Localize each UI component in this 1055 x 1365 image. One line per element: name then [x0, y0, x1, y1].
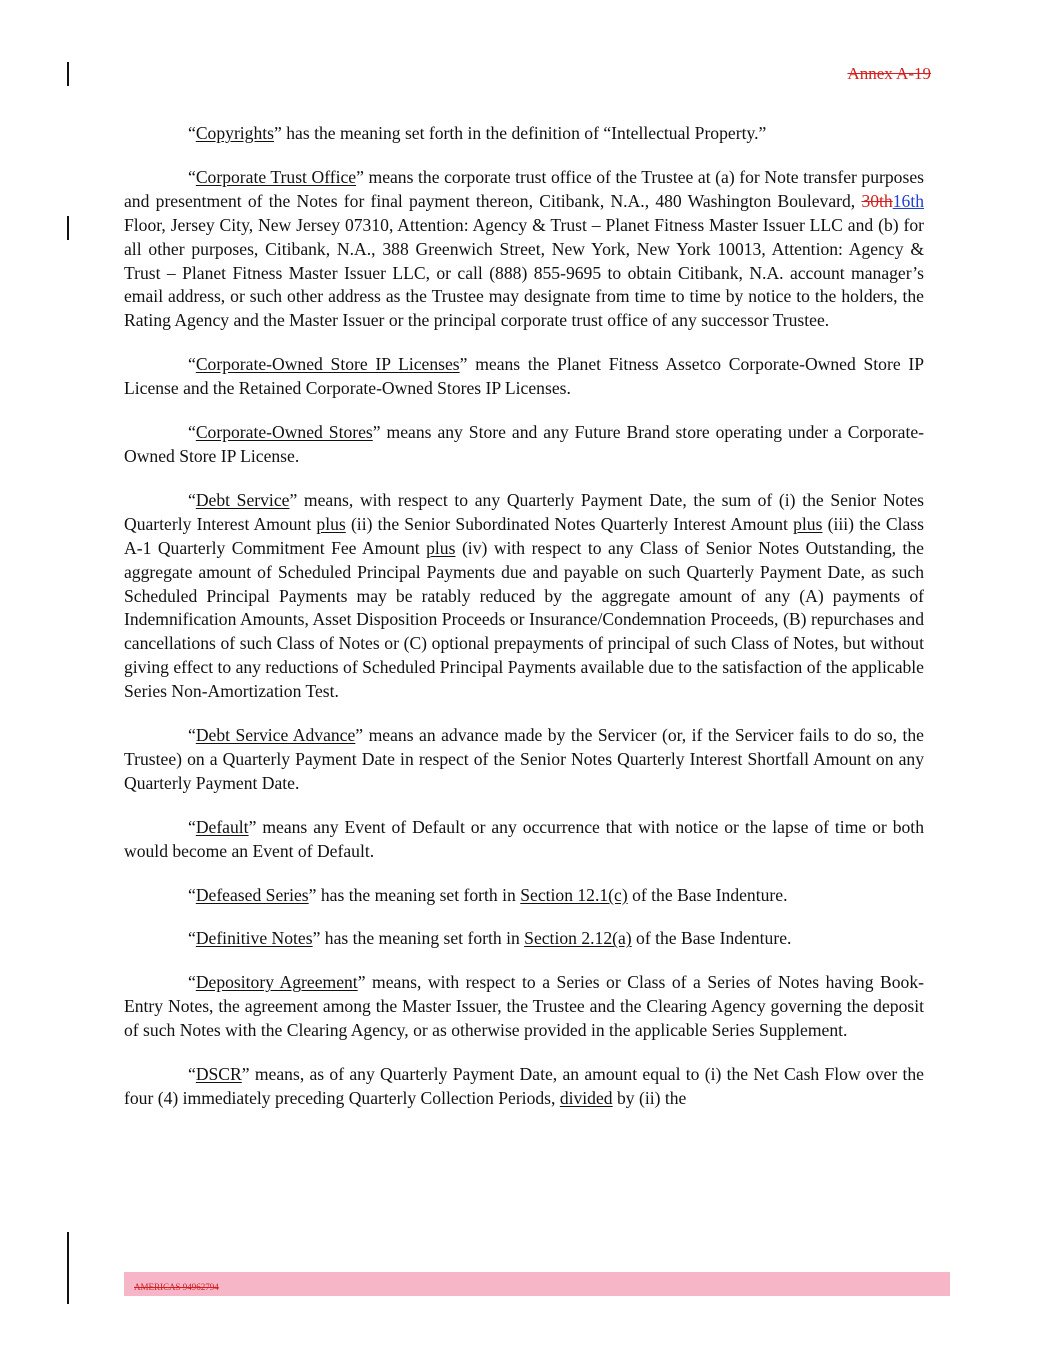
inserted-text: 16th — [892, 190, 924, 211]
defined-term: Copyrights — [195, 123, 275, 143]
defined-term: Depository Agreement — [195, 972, 358, 993]
definition-debt-service-advance: “Debt Service Advance” means an advance made by the Servicer (or, if the Servicer fails to do so, the Trustee) on a Quarterly Payment Date in respect of the Senior Notes Quarterly Interest Shortfall Amount on any Quarterly Payment Date. — [124, 725, 924, 793]
section-reference: Section 12.1(c) — [520, 884, 628, 905]
definition-default: “Default” means any Event of Default or any occurrence that with notice or the lapse of time or both would become an Event of Default. — [124, 816, 924, 861]
document-body — [124, 122, 924, 1111]
defined-term: Defeased Series — [195, 884, 309, 905]
defined-term: Definitive Notes — [195, 928, 313, 949]
definition-dscr: “DSCR” means, as of any Quarterly Payment Date, an amount equal to (i) the Net Cash Flow over the four (4) immediately preceding Quarterly Collection Periods, divided by (ii) the — [124, 1064, 924, 1108]
definition-defeased-series: “Defeased Series” has the meaning set forth in Section 12.1(c) of the Base Indenture. — [188, 884, 788, 905]
definition-corporate-owned-store-ip-licenses: “Corporate-Owned Store IP Licenses” means the Planet Fitness Assetco Corporate-Owned Store IP License and the Retained Corporate-Owned Stores IP Licenses. — [124, 354, 925, 399]
definition-definitive-notes: “Definitive Notes” has the meaning set forth in Section 2.12(a) of the Base Indenture. — [188, 928, 792, 949]
defined-term: Default — [195, 816, 249, 837]
definition-copyrights: “Copyrights” has the meaning set forth in the definition of “Intellectual Property.” — [188, 123, 767, 143]
change-bar — [67, 62, 69, 86]
defined-term: DSCR — [195, 1064, 242, 1085]
definition-corporate-trust-office: “Corporate Trust Office” means the corporate trust office of the Trustee at (a) for Note transfer purposes and presentment of the Notes for final payment thereon, Citibank, N.A., 480 Washington Boulevard, 30th16th Floor, Jersey City, New Jersey 07310, Attention: Agency & Trust – Planet Fitness Master Issuer LLC and (b) for all other purposes, Citibank, N.A., 388 Greenwich Street, New York, New York 10013, Attention: Agency & Trust – Planet Fitness Master Issuer LLC, or call (888) 855-9695 to obtain Citibank, N.A. account manager’s email address, or such other address as the Trustee may designate from time to time by notice to the holders, the Rating Agency and the Master Issuer or the principal corporate trust office of any successor Trustee. — [124, 166, 924, 331]
defined-term: Corporate Trust Office — [195, 166, 357, 187]
definition-corporate-owned-stores: “Corporate-Owned Stores” means any Store and any Future Brand store operating under a Corporate-Owned Store IP License. — [124, 422, 925, 466]
definition-debt-service: “Debt Service” means, with respect to any Quarterly Payment Date, the sum of (i) the Senior Notes Quarterly Interest Amount plus (ii) the Senior Subordinated Notes Quarterly Interest Amount plus (iii) the Class A-1 Quarterly Commitment Fee Amount plus (iv) with respect to any Class of Senior Notes Outstanding, the aggregate amount of Scheduled Principal Payments due and payable on such Quarterly Payment Date, as such Scheduled Principal Payments may be ratably reduced by the aggregate amount of any (A) payments of Indemnification Amounts, Asset Disposition Proceeds or Insurance/Condemnation Proceeds, (B) repurchases and cancellations of such Class of Notes or (C) optional prepayments of principal of such Class of Notes, but without giving effect to any reductions of Scheduled Principal Payments available due to the satisfaction of the applicable Series Non-Amortization Test. — [124, 489, 925, 702]
deleted-text: 30th — [861, 190, 893, 211]
change-bar — [67, 216, 69, 240]
defined-term: Debt Service — [195, 489, 290, 510]
defined-term: Corporate-Owned Store IP Licenses — [195, 354, 460, 375]
annex-label: Annex A-19 — [847, 64, 931, 83]
definition-depository-agreement: “Depository Agreement” means, with respect to a Series or Class of a Series of Notes having Book-Entry Notes, the agreement among the Master Issuer, the Trustee and the Clearing Agency governing the deposit of such Notes with the Clearing Agency, or as otherwise provided in the applicable Series Supplement. — [124, 972, 924, 1041]
defined-term: Debt Service Advance — [195, 725, 356, 746]
defined-term: Corporate-Owned Stores — [195, 422, 373, 443]
section-reference: Section 2.12(a) — [524, 928, 632, 949]
document-id: AMERICAS 94962794 — [134, 1282, 219, 1292]
change-bar — [67, 1232, 69, 1304]
footer-band — [124, 1272, 950, 1296]
